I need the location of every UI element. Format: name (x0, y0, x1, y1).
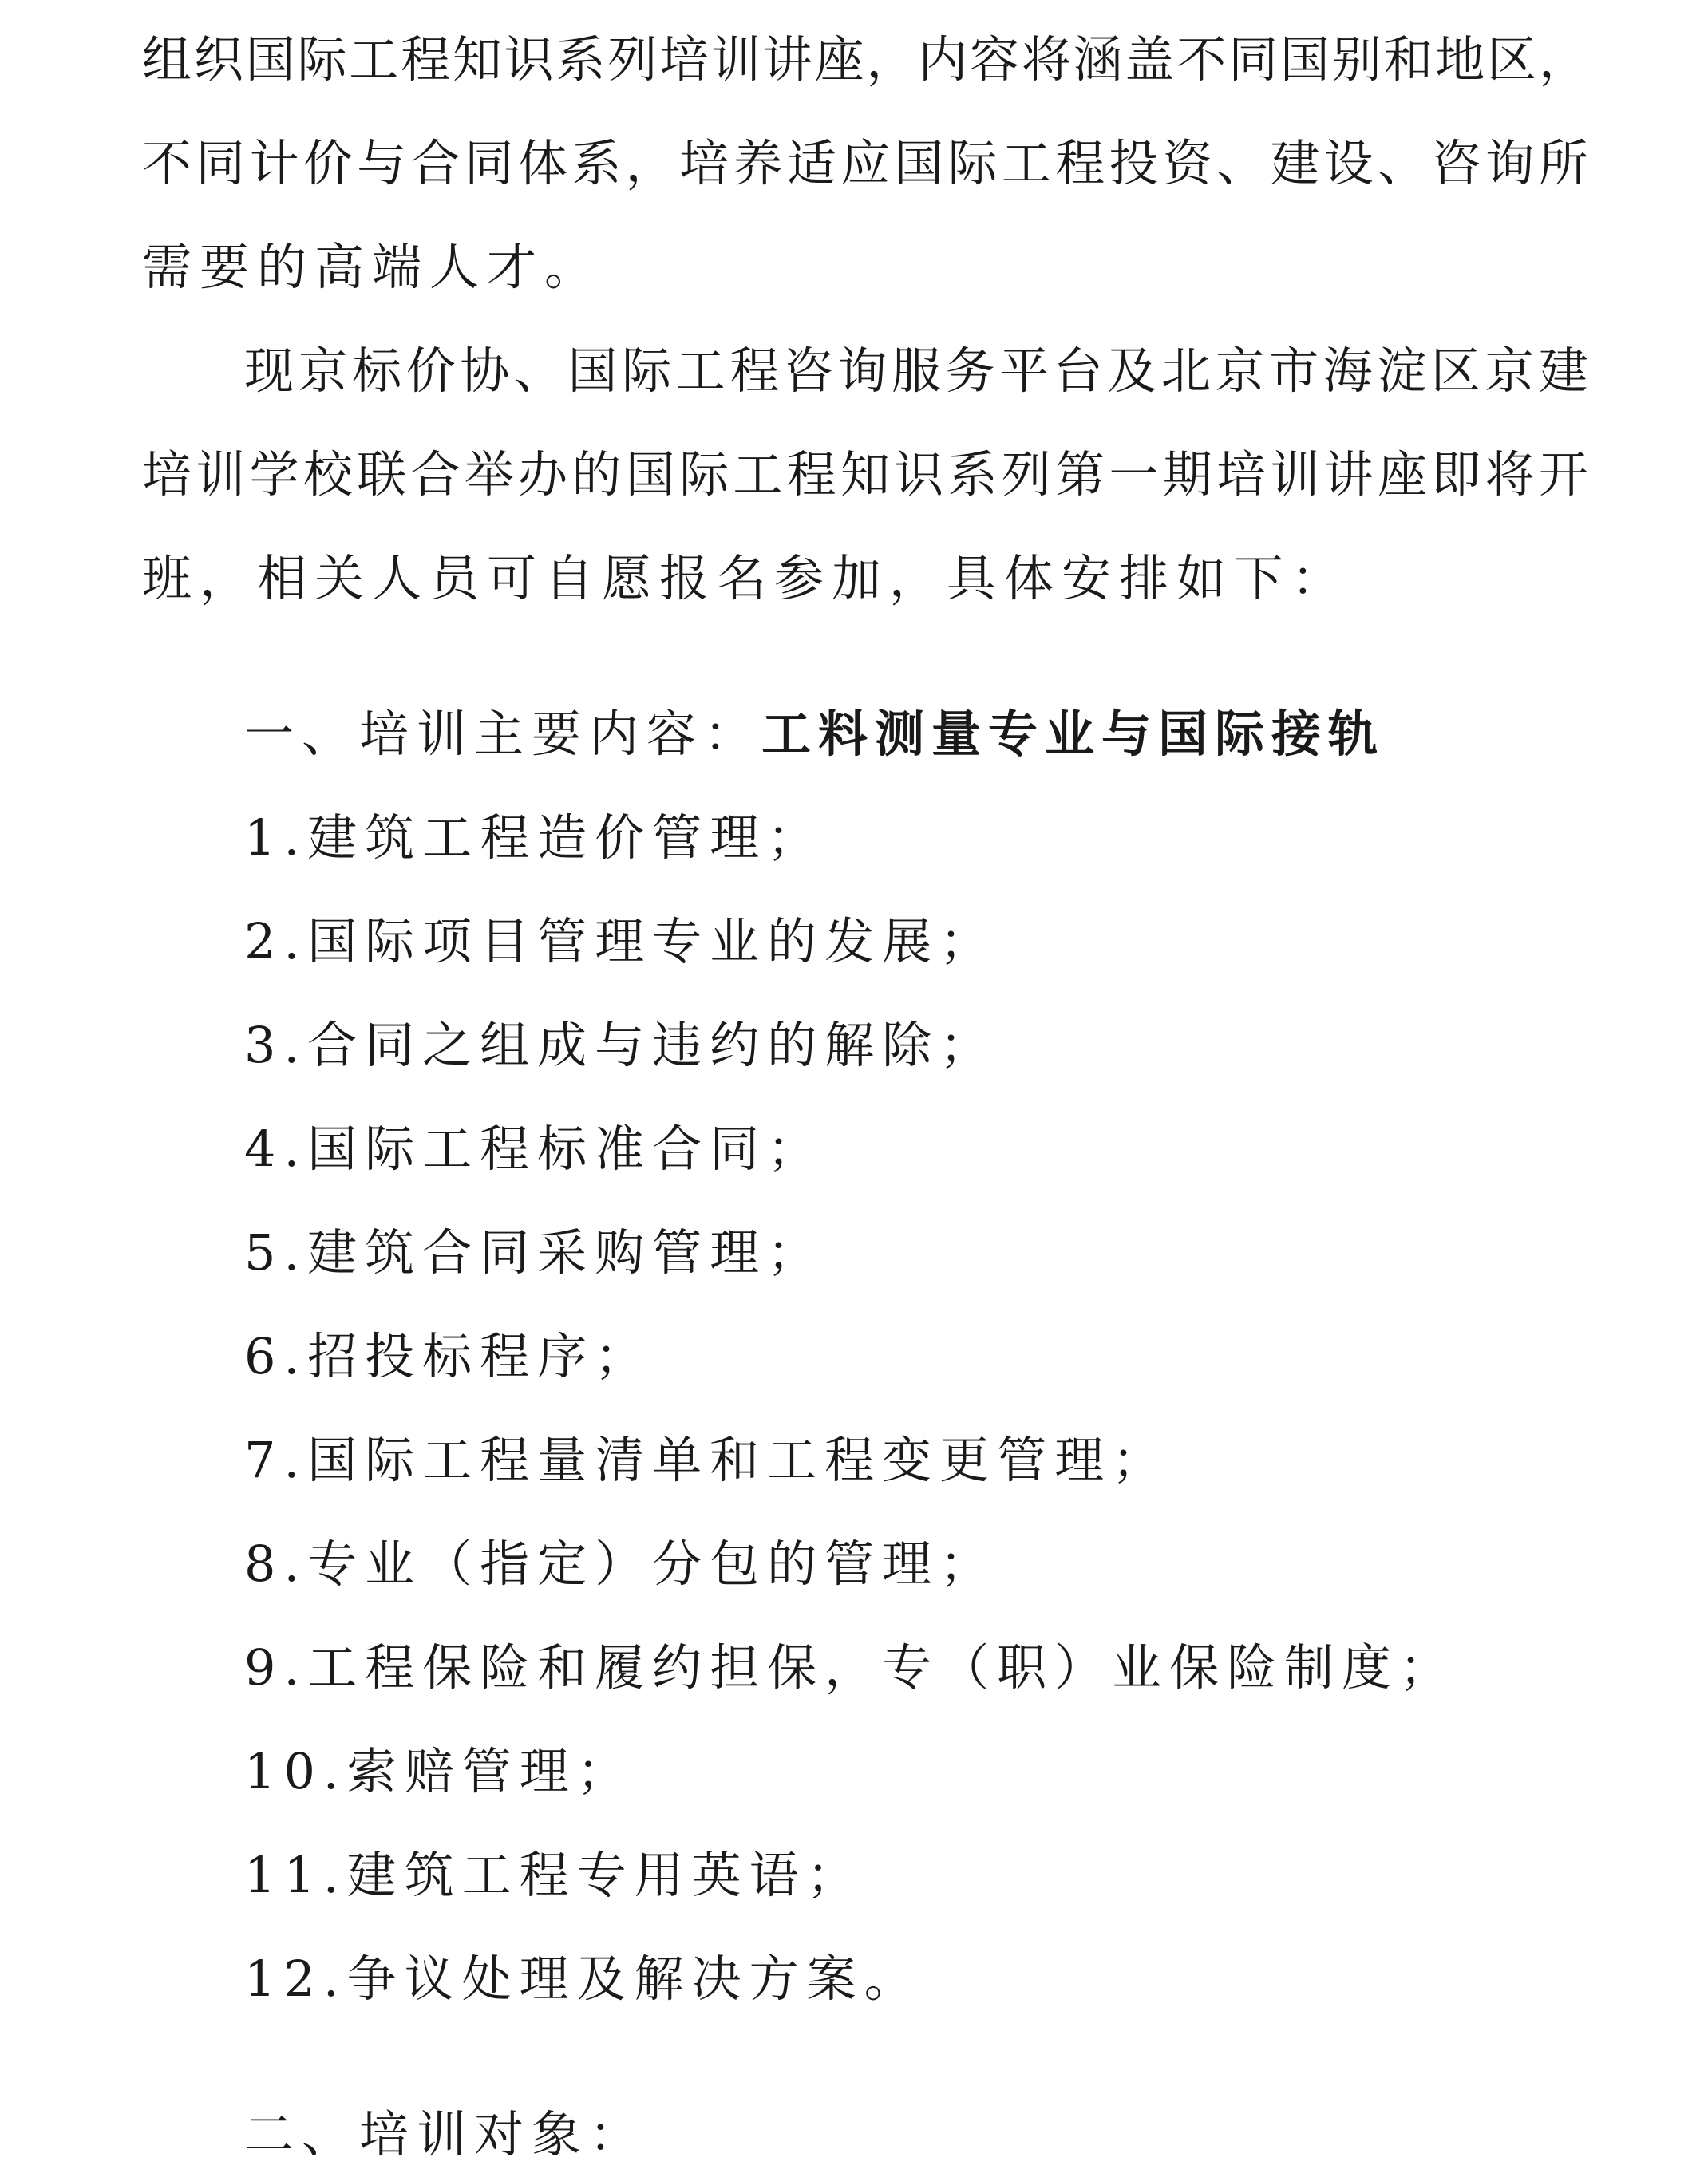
section-2-heading: 二、培训对象： (244, 2105, 647, 2163)
list-item: 2.国际项目管理专业的发展； (244, 912, 998, 970)
section-1-title: 工料测量专业与国际接轨 (761, 705, 1386, 763)
list-item: 8.专业（指定）分包的管理； (244, 1535, 998, 1593)
paragraph-2-line-3: 班，相关人员可自愿报名参加，具体安排如下： (142, 549, 1350, 607)
section-1-label: 一、培训主要内容： (244, 705, 762, 763)
paragraph-1-line-1: 组织国际工程知识系列培训讲座，内容将涵盖不同国别和地区， (142, 30, 1588, 89)
list-item: 3.合同之组成与违约的解除； (244, 1016, 998, 1074)
paragraph-1-line-3: 需要的高端人才。 (142, 238, 603, 296)
list-item: 4.国际工程标准合同； (244, 1120, 825, 1178)
paragraph-2-line-1: 现京标价协、国际工程咨询服务平台及北京市海淀区京建 (244, 342, 1588, 400)
list-item: 6.招投标程序； (244, 1327, 653, 1385)
list-item: 7.国际工程量清单和工程变更管理； (244, 1431, 1170, 1489)
paragraph-2-line-2: 培训学校联合举办的国际工程知识系列第一期培训讲座即将开 (142, 445, 1588, 504)
list-item: 11.建筑工程专用英语； (244, 1846, 864, 1904)
list-item: 5.建筑合同采购管理； (244, 1223, 825, 1282)
list-item: 10.索赔管理； (244, 1742, 635, 1800)
list-item: 1.建筑工程造价管理； (244, 808, 825, 867)
list-item: 12.争议处理及解决方案。 (244, 1950, 922, 2008)
list-item: 9.工程保险和履约担保，专（职）业保险制度； (244, 1638, 1457, 1697)
section-1-heading (244, 706, 1385, 762)
paragraph-1-line-2: 不同计价与合同体系，培养适应国际工程投资、建设、咨询所 (142, 134, 1588, 192)
